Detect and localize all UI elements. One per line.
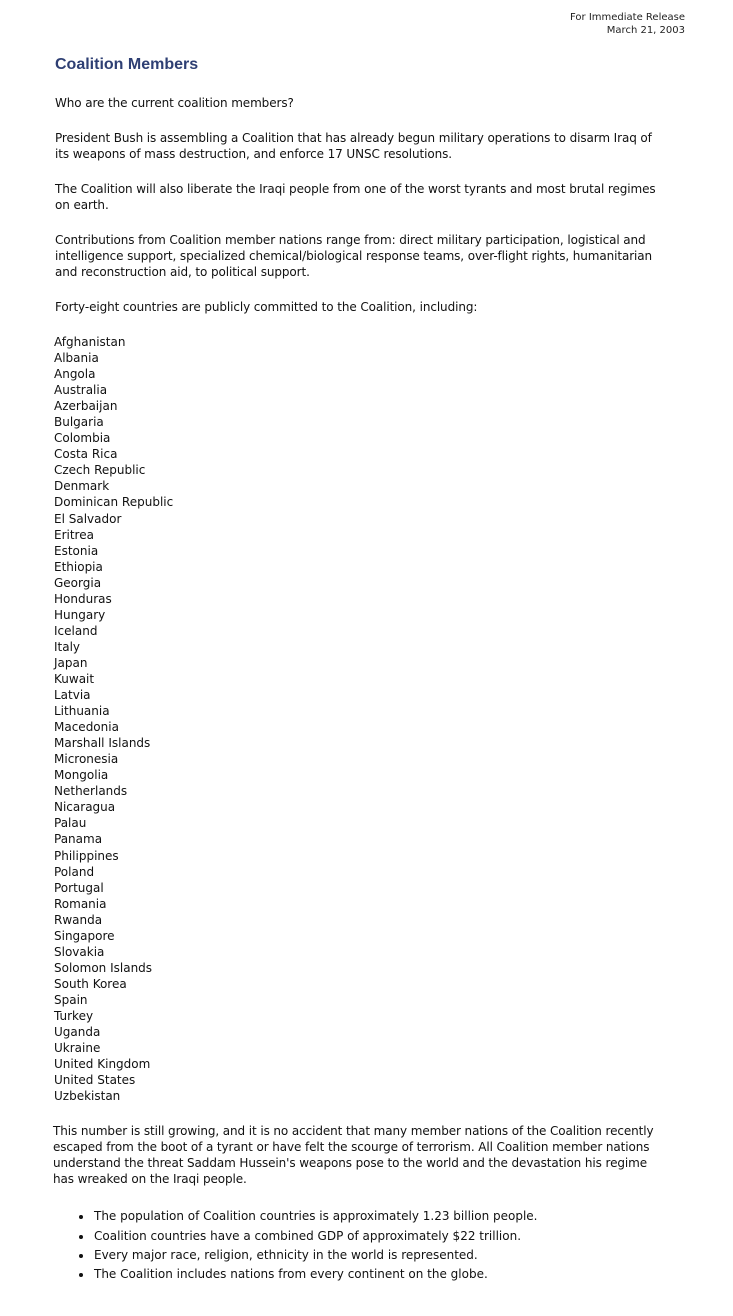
- intro-question: Who are the current coalition members?: [55, 96, 294, 110]
- country-item: Latvia: [54, 688, 91, 703]
- country-item: United Kingdom: [54, 1057, 151, 1072]
- country-item: Poland: [54, 864, 95, 879]
- release-label: For Immediate Release: [570, 12, 685, 23]
- fact-item: • The population of Coalition countries is approximately 1.23 billion people.: [93, 1207, 665, 1226]
- country-item: Iceland: [54, 623, 98, 638]
- country-item: Romania: [54, 896, 107, 911]
- country-item: Czech Republic: [54, 463, 146, 478]
- page-title: Coalition Members: [55, 56, 199, 73]
- release-info: [570, 11, 685, 37]
- country-item: Costa Rica: [54, 447, 118, 462]
- country-item: South Korea: [54, 976, 127, 991]
- fact-item: • The Coalition includes nations from every continent on the globe.: [93, 1265, 665, 1284]
- facts-list: [55, 1207, 665, 1284]
- country-item: Nicaragua: [54, 800, 116, 815]
- country-item: Netherlands: [54, 784, 128, 799]
- country-item: Japan: [54, 655, 88, 670]
- country-item: Albania: [54, 351, 99, 366]
- country-item: Kuwait: [54, 671, 95, 686]
- country-item: El Salvador: [54, 511, 122, 526]
- country-item: Angola: [54, 367, 96, 382]
- country-item: Italy: [54, 639, 81, 654]
- country-item: Hungary: [54, 607, 106, 622]
- paragraph-still-growing: This number is still growing, and it is no accident that many member nations of the Coalition recently escaped from the boot of a tyrant or have felt the scourge of terrorism. All Coalition member nations understand the threat Saddam Hussein's weapons pose to the world and the devastation his regime has wreaked on the Iraqi people.: [53, 1124, 654, 1187]
- fact-item: • Coalition countries have a combined GDP of approximately $22 trillion.: [93, 1227, 665, 1246]
- country-item: Afghanistan: [54, 335, 126, 349]
- article: [55, 55, 665, 1284]
- paragraph-country-count: Forty-eight countries are publicly committed to the Coalition, including:: [55, 300, 478, 314]
- country-item: Turkey: [54, 1008, 94, 1023]
- paragraph-coalition-operations: President Bush is assembling a Coalition that has already begun military operations to disarm Iraq of its weapons of mass destruction, and enforce 17 UNSC resolutions.: [55, 131, 652, 161]
- country-item: Spain: [54, 992, 88, 1007]
- country-item: Philippines: [54, 848, 119, 863]
- country-item: Macedonia: [54, 720, 119, 735]
- country-item: Slovakia: [54, 944, 105, 959]
- country-item: Honduras: [54, 591, 112, 606]
- country-item: Colombia: [54, 431, 111, 446]
- country-item: Bulgaria: [54, 415, 104, 430]
- country-item: United States: [54, 1073, 136, 1088]
- release-date: March 21, 2003: [606, 25, 685, 36]
- paragraph-contributions: Contributions from Coalition member nations range from: direct military participation, logistical and intelligence support, specialized chemical/biological response teams, over-flight rights, humanitarian and reconstruction aid, to political support.: [55, 233, 653, 279]
- country-item: Uganda: [54, 1025, 101, 1040]
- fact-item: • Every major race, religion, ethnicity in the world is represented.: [93, 1246, 665, 1265]
- country-item: Dominican Republic: [54, 495, 174, 510]
- country-item: Uzbekistan: [54, 1089, 121, 1104]
- country-item: Ukraine: [54, 1041, 101, 1056]
- country-item: Lithuania: [54, 704, 110, 719]
- country-list: [54, 334, 665, 1104]
- country-item: Rwanda: [54, 912, 103, 927]
- country-item: Georgia: [54, 575, 102, 590]
- country-item: Ethiopia: [54, 559, 103, 574]
- country-item: Palau: [54, 816, 87, 831]
- country-item: Micronesia: [54, 752, 119, 767]
- country-item: Solomon Islands: [54, 960, 153, 975]
- country-item: Singapore: [54, 928, 115, 943]
- country-item: Eritrea: [54, 527, 94, 542]
- country-item: Mongolia: [54, 768, 109, 783]
- country-item: Denmark: [54, 479, 110, 494]
- country-item: Azerbaijan: [54, 399, 118, 414]
- country-item: Australia: [54, 383, 108, 398]
- country-item: Estonia: [54, 543, 99, 558]
- country-item: Portugal: [54, 880, 104, 895]
- country-item: Panama: [54, 832, 103, 847]
- paragraph-liberation: The Coalition will also liberate the Iraqi people from one of the worst tyrants and most brutal regimes on earth.: [55, 182, 656, 212]
- country-item: Marshall Islands: [54, 736, 151, 751]
